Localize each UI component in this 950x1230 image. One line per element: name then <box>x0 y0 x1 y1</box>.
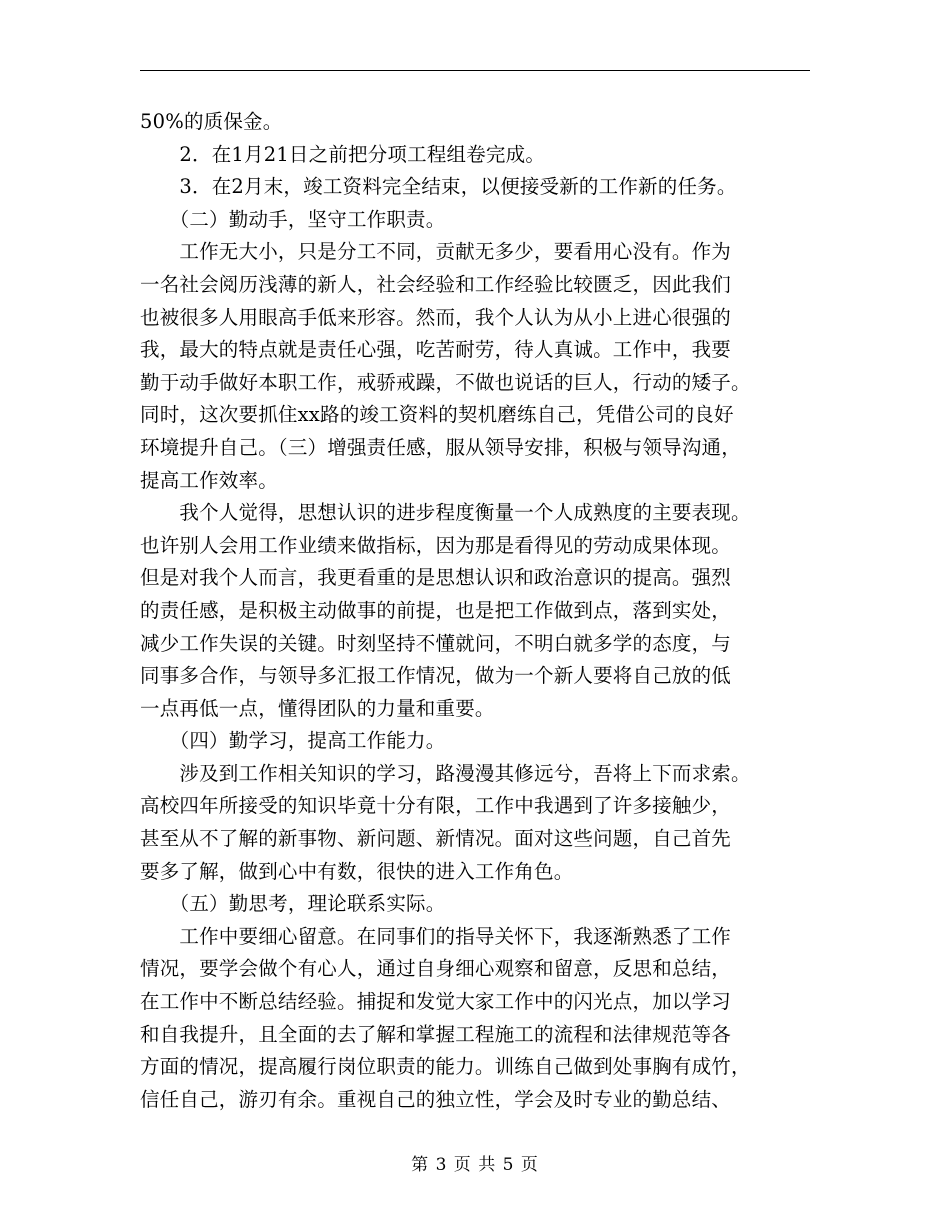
text-line: 在工作中不断总结经验。捕捉和发觉大家工作中的闪光点，加以学习 <box>140 990 732 1014</box>
section-heading: （四）勤学习，提高工作能力。 <box>140 729 446 753</box>
header-rule <box>140 70 810 71</box>
text-line: 信任自己，游刃有余。重视自己的独立性，学会及时专业的勤总结、 <box>140 1087 732 1111</box>
text-line: 涉及到工作相关知识的学习，路漫漫其修远兮，吾将上下而求索。 <box>140 761 751 785</box>
text-line: 我，最大的特点就是责任心强，吃苦耐劳，待人真诚。工作中，我要 <box>140 338 732 362</box>
text-line: 一名社会阅历浅薄的新人，社会经验和工作经验比较匮乏，因此我们 <box>140 272 732 296</box>
text-line: 工作无大小，只是分工不同，贡献无多少，要看用心没有。作为 <box>140 240 732 264</box>
text-line: 要多了解，做到心中有数，很快的进入工作角色。 <box>140 859 574 883</box>
text-line: 勤于动手做好本职工作，戒骄戒躁，不做也说话的巨人，行动的矮子。 <box>140 370 751 394</box>
text-line: 也许别人会用工作业绩来做指标，因为那是看得见的劳动成果体现。 <box>140 533 732 557</box>
text-line: 一点再低一点，懂得团队的力量和重要。 <box>140 696 495 720</box>
text-line: 3．在2月末，竣工资料完全结束，以便接受新的工作新的任务。 <box>140 175 737 199</box>
section-heading: （二）勤动手，坚守工作职责。 <box>140 207 446 231</box>
text-line: 工作中要细心留意。在同事们的指导关怀下，我逐渐熟悉了工作 <box>140 924 732 948</box>
text-line: 和自我提升，且全面的去了解和掌握工程施工的流程和法律规范等各 <box>140 1022 732 1046</box>
text-line: 但是对我个人而言，我更看重的是思想认识和政治意识的提高。强烈 <box>140 566 732 590</box>
text-line: 同时，这次要抓住xx路的竣工资料的契机磨练自己，凭借公司的良好 <box>140 403 734 427</box>
text-line: 我个人觉得，思想认识的进步程度衡量一个人成熟度的主要表现。 <box>140 501 751 525</box>
text-line: 减少工作失误的关键。时刻坚持不懂就问，不明白就多学的态度，与 <box>140 631 732 655</box>
text-line: 50%的质保金。 <box>140 110 283 133</box>
text-line: 也被很多人用眼高手低来形容。然而，我个人认为从小上进心很强的 <box>140 305 732 329</box>
text-line: 2．在1月21日之前把分项工程组卷完成。 <box>140 142 546 166</box>
text-line: 方面的情况，提高履行岗位职责的能力。训练自己做到处事胸有成竹， <box>140 1055 751 1079</box>
section-heading: （五）勤思考，理论联系实际。 <box>140 892 446 916</box>
text-line: 高校四年所接受的知识毕竟十分有限，工作中我遇到了许多接触少， <box>140 794 732 818</box>
body-text <box>140 106 815 1116</box>
text-line: 同事多合作，与领导多汇报工作情况，做为一个新人要将自己放的低 <box>140 664 732 688</box>
page-footer: 第 3 页 共 5 页 <box>411 1155 539 1175</box>
text-line: 情况，要学会做个有心人，通过自身细心观察和留意，反思和总结， <box>140 957 732 981</box>
text-line: 环境提升自己。（三）增强责任感，服从领导安排，积极与领导沟通， <box>140 435 741 459</box>
text-line: 甚至从不了解的新事物、新问题、新情况。面对这些问题，自己首先 <box>140 827 732 851</box>
text-line: 提高工作效率。 <box>140 468 278 492</box>
text-line: 的责任感，是积极主动做事的前提，也是把工作做到点，落到实处， <box>140 598 732 622</box>
